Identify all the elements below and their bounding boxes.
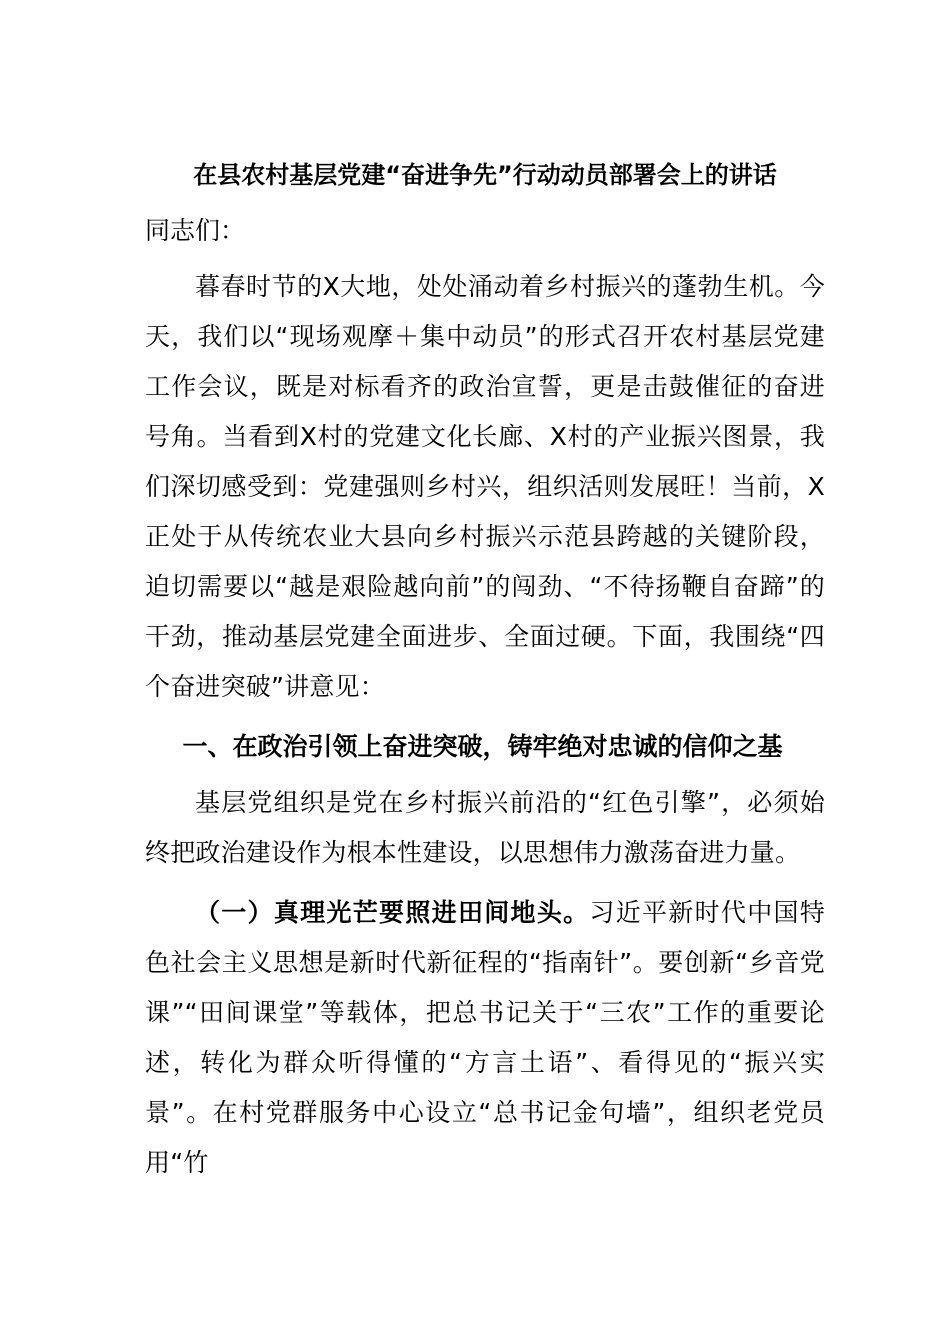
subsection-body: 习近平新时代中国特色社会主义思想是新时代新征程的“指南针”。要创新“乡音党课”“田间课堂”等载体，把总书记关于“三农”工作的重要论述，转化为群众听得懂的“方言土语”、看得见的“振兴实景”。在村党群服务中心设立“总书记金句墙”，组织老党员用“竹 xyxy=(145,898,825,1177)
section-heading-1: 一、在政治引领上奋进突破，铸牢绝对忠诚的信仰之基 xyxy=(182,732,783,761)
paragraph-section-1: 基层党组织是党在乡村振兴前沿的“红色引擎”，必须始终把政治建设作为根本性建设，以思想伟力激荡奋进力量。 xyxy=(145,788,825,867)
document-title: 在县农村基层党建“奋进争先”行动动员部署会上的讲话 xyxy=(193,161,777,189)
subsection-lead: （一）真理光芒要照进田间地头。 xyxy=(195,898,590,927)
paragraph-intro: 暮春时节的X大地，处处涌动着乡村振兴的蓬勃生机。今天，我们以“现场观摩＋集中动员”的形式召开农村基层党建工作会议，既是对标看齐的政治宣誓，更是击鼓催征的奋进号角。当看到X村的党建文化长廊、X村的产业振兴图景，我们深切感受到：党建强则乡村兴，组织活则发展旺！当前，X正处于从传统农业大县向乡村振兴示范县跨越的关键阶段，迫切需要以“越是艰险越向前”的闯劲、“不待扬鞭自奋蹄”的干劲，推动基层党建全面进步、全面过硬。下面，我围绕“四个奋进突破”讲意见： xyxy=(145,272,825,701)
salutation: 同志们： xyxy=(145,216,246,245)
paragraph-subsection-1 xyxy=(145,888,825,1188)
document-body xyxy=(145,150,825,1188)
